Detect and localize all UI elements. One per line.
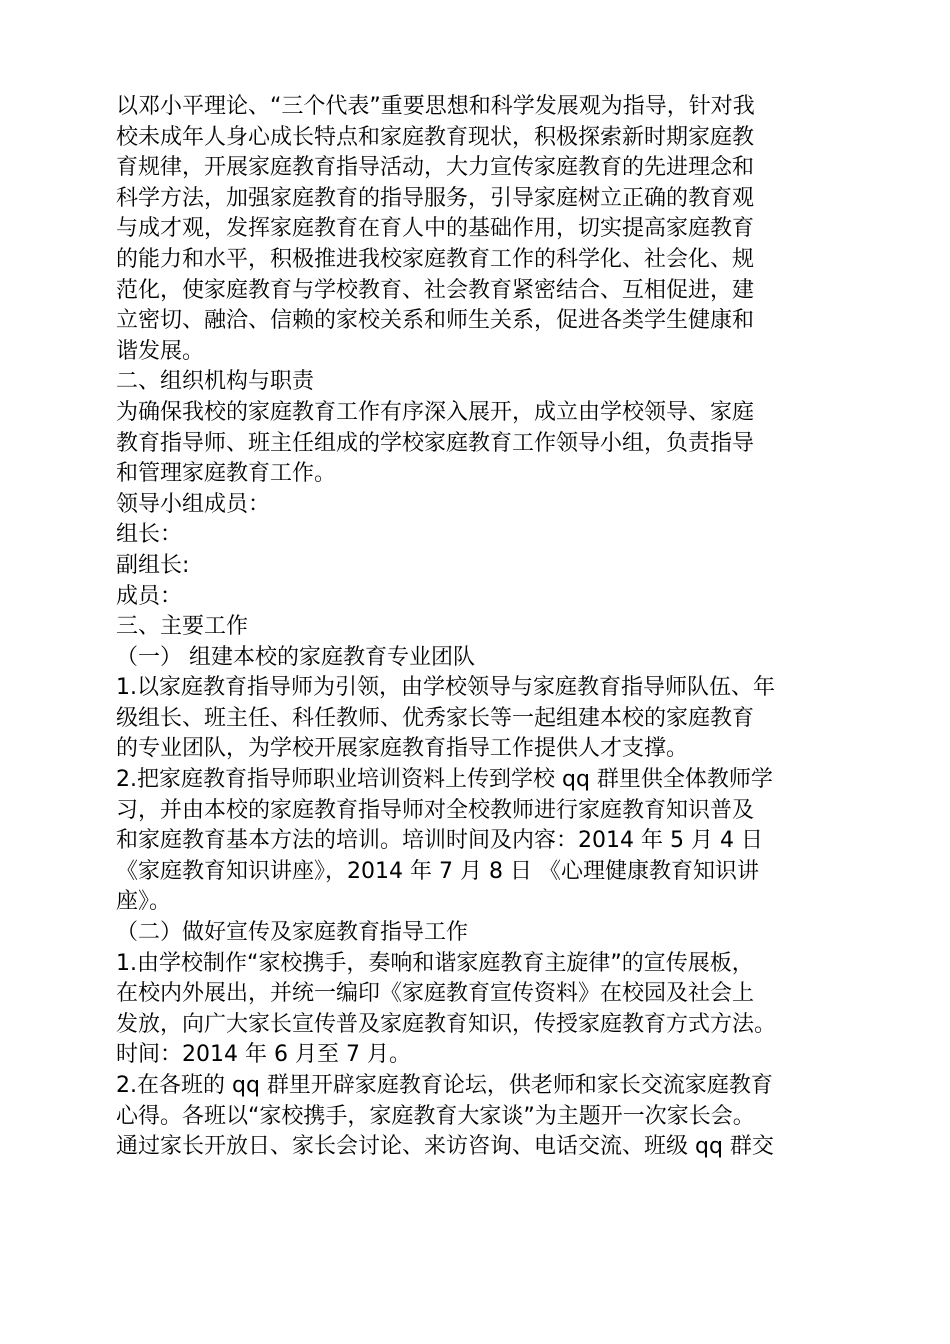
text-line: 和家庭教育基本方法的培训。培训时间及内容：2014 年 5 月 4 日 [116, 828, 763, 854]
text-line: 科学方法，加强家庭教育的指导服务，引导家庭树立正确的教育观 [116, 185, 755, 211]
text-line: 谐发展。 [116, 338, 205, 364]
text-line: 在校内外展出，并统一编印《家庭教育宣传资料》在校园及社会上 [116, 981, 755, 1007]
text-line: 发放，向广大家长宣传普及家庭教育知识，传授家庭教育方式方法。 [116, 1011, 777, 1037]
text-line: 的专业团队，为学校开展家庭教育指导工作提供人才支撑。 [116, 736, 689, 762]
text-line: 的能力和水平，积极推进我校家庭教育工作的科学化、社会化、规 [116, 246, 755, 272]
text-line: 范化，使家庭教育与学校教育、社会教育紧密结合、互相促进，建 [116, 277, 755, 303]
text-line: 1.以家庭教育指导师为引领，由学校领导与家庭教育指导师队伍、年 [116, 675, 775, 701]
text-line: 2.把家庭教育指导师职业培训资料上传到学校 qq 群里供全体教师学 [116, 767, 773, 793]
text-line: 2.在各班的 qq 群里开辟家庭教育论坛，供老师和家长交流家庭教育 [116, 1073, 773, 1098]
text-line: 通过家长开放日、家长会讨论、来访咨询、电话交流、班级 qq 群交 [116, 1134, 774, 1160]
text-line: 校未成年人身心成长特点和家庭教育现状，积极探索新时期家庭教 [116, 124, 755, 150]
text-line: 时间：2014 年 6 月至 7 月。 [116, 1042, 411, 1068]
text-line: 组长： [116, 522, 183, 548]
section-heading: 三、主要工作 [116, 614, 249, 640]
text-line: 与成才观，发挥家庭教育在育人中的基础作用，切实提高家庭教育 [116, 216, 755, 242]
section-heading: 二、组织机构与职责 [116, 369, 315, 395]
text-line: 和管理家庭教育工作。 [116, 461, 337, 487]
subsection-heading: （二）做好宣传及家庭教育指导工作 [116, 920, 469, 946]
text-line: 立密切、融洽、信赖的家校关系和师生关系，促进各类学生健康和 [116, 308, 755, 334]
text-line: 教育指导师、班主任组成的学校家庭教育工作领导小组，负责指导 [116, 430, 755, 456]
text-line: 级组长、班主任、科任教师、优秀家长等一起组建本校的家庭教育 [116, 705, 755, 731]
text-line: 《家庭教育知识讲座》，2014 年 7 月 8 日 《心理健康教育知识讲 [116, 858, 759, 884]
text-line: 为确保我校的家庭教育工作有序深入展开，成立由学校领导、家庭 [116, 399, 755, 425]
text-line: 领导小组成员： [116, 491, 271, 517]
text-line: 习，并由本校的家庭教育指导师对全校教师进行家庭教育知识普及 [116, 797, 755, 823]
text-line: 成员： [116, 583, 183, 609]
text-line: 育规律，开展家庭教育指导活动，大力宣传家庭教育的先进理念和 [116, 155, 755, 181]
text-line: 以邓小平理论、“三个代表”重要思想和科学发展观为指导，针对我 [116, 94, 755, 119]
document-body [116, 92, 846, 1163]
text-line: 副组长: [116, 552, 190, 578]
text-line: 心得。各班以“家校携手，家庭教育大家谈”为主题开一次家长会。 [116, 1103, 755, 1129]
text-line: 1.由学校制作“家校携手，奏响和谐家庭教育主旋律”的宣传展板， [116, 950, 754, 976]
text-line: 座》。 [116, 889, 172, 915]
subsection-heading: （一） 组建本校的家庭教育专业团队 [116, 644, 475, 670]
